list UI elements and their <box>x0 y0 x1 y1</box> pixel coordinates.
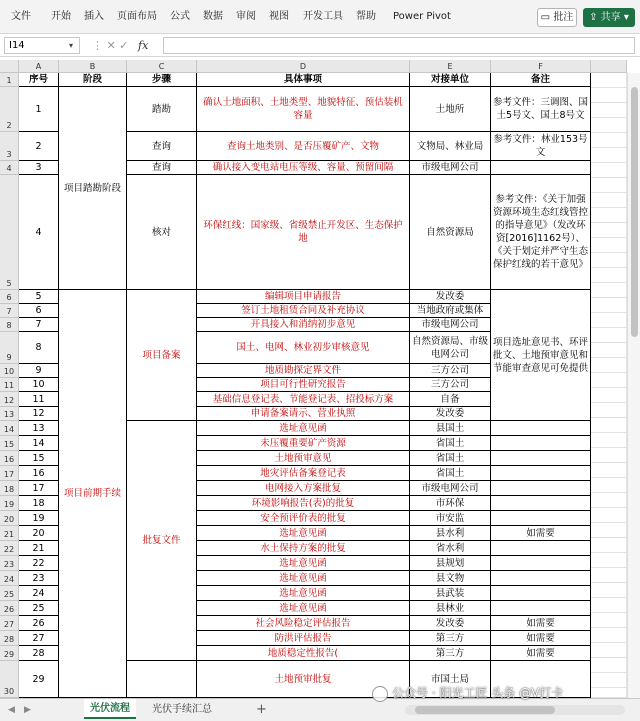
row-header[interactable]: 19 <box>0 496 19 511</box>
row-header[interactable]: 9 <box>0 332 19 364</box>
filing-note-cell[interactable]: 项目选址意见书、环评批文、土地预审意见和节能审查意见可免提供 <box>491 290 591 421</box>
item-cell[interactable]: 土地预审意见 <box>197 451 410 466</box>
row-header[interactable]: 22 <box>0 541 19 556</box>
row-header[interactable]: 6 <box>0 290 19 304</box>
name-box[interactable]: I14 <box>4 37 80 54</box>
seq-cell[interactable]: 12 <box>19 407 59 421</box>
unit-cell[interactable]: 当地政府或集体 <box>410 304 491 318</box>
horizontal-scrollbar[interactable] <box>405 705 625 715</box>
row-header[interactable]: 10 <box>0 364 19 378</box>
unit-cell[interactable]: 省国土 <box>410 436 491 451</box>
item-cell[interactable]: 查询土地类别、是否压覆矿产、文物 <box>197 132 410 161</box>
check-icon[interactable]: ✓ <box>119 39 129 52</box>
seq-cell[interactable]: 14 <box>19 436 59 451</box>
comments-button[interactable]: ▭ 批注 <box>537 8 577 27</box>
unit-cell[interactable]: 县规划 <box>410 556 491 571</box>
note-cell[interactable]: 如需要 <box>491 646 591 661</box>
unit-cell[interactable]: 县林业 <box>410 601 491 616</box>
seq-cell[interactable]: 5 <box>19 290 59 304</box>
seq-cell[interactable]: 21 <box>19 541 59 556</box>
stage-survey-cell[interactable]: 项目踏勘阶段 <box>59 87 127 290</box>
note-cell[interactable] <box>491 481 591 496</box>
unit-cell[interactable]: 市安监 <box>410 511 491 526</box>
prev-sheet-icon[interactable]: ◀ <box>8 705 15 715</box>
row-header[interactable]: 7 <box>0 304 19 318</box>
column-header-e[interactable]: E <box>410 60 491 73</box>
item-cell[interactable]: 选址意见函 <box>197 526 410 541</box>
step-cell[interactable]: 查询 <box>127 132 197 161</box>
seq-cell[interactable]: 3 <box>19 161 59 175</box>
item-cell[interactable]: 未压覆重要矿产资源 <box>197 436 410 451</box>
share-icon: ⇪ <box>589 12 601 23</box>
unit-cell[interactable]: 县国土 <box>410 421 491 436</box>
item-cell[interactable]: 基础信息登记表、节能登记表、招投标方案 <box>197 392 410 407</box>
unit-cell[interactable]: 文物局、林业局 <box>410 132 491 161</box>
seq-cell[interactable]: 13 <box>19 421 59 436</box>
unit-cell[interactable]: 土地所 <box>410 87 491 132</box>
seq-cell[interactable]: 2 <box>19 132 59 161</box>
comment-icon: ▭ <box>540 12 554 23</box>
row-header[interactable]: 15 <box>0 436 19 451</box>
item-cell[interactable]: 水土保持方案的批复 <box>197 541 410 556</box>
step-cell[interactable]: 核对 <box>127 175 197 290</box>
row-header[interactable]: 2 <box>0 87 19 132</box>
unit-cell[interactable]: 县文物 <box>410 571 491 586</box>
watermark: 公众号 · 阳光工匠 头条 @V打卡 <box>372 682 628 704</box>
column-header-d[interactable]: D <box>197 60 410 73</box>
row-header[interactable]: 13 <box>0 407 19 421</box>
unit-cell[interactable]: 发改委 <box>410 616 491 631</box>
step-cell[interactable] <box>127 661 197 698</box>
tab-home[interactable]: 开始 <box>51 11 71 22</box>
item-cell[interactable]: 地灾评估备案登记表 <box>197 466 410 481</box>
unit-cell[interactable]: 县水利 <box>410 526 491 541</box>
unit-cell[interactable]: 市国土局 <box>410 661 491 698</box>
note-cell[interactable] <box>491 571 591 586</box>
unit-cell[interactable]: 县武装 <box>410 586 491 601</box>
unit-cell[interactable]: 第三方 <box>410 631 491 646</box>
note-cell[interactable] <box>491 161 591 175</box>
seq-cell[interactable]: 24 <box>19 586 59 601</box>
unit-cell[interactable]: 第三方 <box>410 646 491 661</box>
row-header[interactable]: 29 <box>0 646 19 661</box>
wechat-logo-icon <box>372 686 388 702</box>
unit-cell[interactable]: 自备 <box>410 392 491 407</box>
row-header[interactable]: 17 <box>0 466 19 481</box>
select-all-corner[interactable] <box>0 60 19 73</box>
seq-cell[interactable]: 18 <box>19 496 59 511</box>
row-header[interactable]: 16 <box>0 451 19 466</box>
seq-cell[interactable]: 19 <box>19 511 59 526</box>
row-header[interactable]: 3 <box>0 132 19 161</box>
item-cell[interactable]: 项目可行性研究报告 <box>197 378 410 392</box>
chevron-down-icon: ▾ <box>620 12 629 23</box>
horizontal-scrollbar-thumb[interactable] <box>415 706 555 714</box>
note-cell[interactable] <box>491 556 591 571</box>
unit-cell[interactable]: 市级电网公司 <box>410 481 491 496</box>
item-cell[interactable]: 国土、电网、林业初步审核意见 <box>197 332 410 364</box>
unit-cell[interactable]: 省水利 <box>410 541 491 556</box>
row-header[interactable]: 20 <box>0 511 19 526</box>
row-header[interactable]: 24 <box>0 571 19 586</box>
header-seq[interactable]: 序号 <box>19 73 59 87</box>
seq-cell[interactable]: 1 <box>19 87 59 132</box>
tab-view[interactable]: 视图 <box>269 11 289 22</box>
item-cell[interactable]: 选址意见函 <box>197 421 410 436</box>
note-cell[interactable] <box>491 541 591 556</box>
seq-cell[interactable]: 7 <box>19 318 59 332</box>
tab-file[interactable]: 文件 <box>11 11 31 22</box>
seq-cell[interactable]: 20 <box>19 526 59 541</box>
ribbon-tab-bar <box>0 0 640 34</box>
seq-cell[interactable]: 28 <box>19 646 59 661</box>
note-cell[interactable] <box>491 436 591 451</box>
sheet-tab-active[interactable]: 光伏流程 <box>84 699 136 719</box>
unit-cell[interactable]: 市环保 <box>410 496 491 511</box>
row-header[interactable]: 5 <box>0 175 19 290</box>
item-cell[interactable]: 申请备案请示、营业执照 <box>197 407 410 421</box>
row-header[interactable]: 14 <box>0 421 19 436</box>
note-cell[interactable] <box>491 466 591 481</box>
note-cell[interactable]: 如需要 <box>491 616 591 631</box>
unit-cell[interactable]: 市级电网公司 <box>410 318 491 332</box>
cancel-icon[interactable]: ✕ <box>106 39 120 52</box>
note-cell[interactable]: 参考文件：《关于加强资源环境生态红线管控的指导意见》（发改环资[2016]1162号）、《关于划定并严守生态保护红线的若干意见》 <box>491 175 591 290</box>
note-cell[interactable]: 参考文件：三调图、国土5号文、国土8号文 <box>491 87 591 132</box>
tab-page-layout[interactable]: 页面布局 <box>117 11 157 22</box>
note-cell[interactable]: 如需要 <box>491 526 591 541</box>
item-cell[interactable]: 电网接入方案批复 <box>197 481 410 496</box>
column-header-f[interactable]: F <box>491 60 591 73</box>
next-sheet-icon[interactable]: ▶ <box>24 705 31 715</box>
seq-cell[interactable]: 22 <box>19 556 59 571</box>
item-cell[interactable]: 环境影响报告(表)的批复 <box>197 496 410 511</box>
empty-column-g[interactable] <box>591 73 627 698</box>
seq-cell[interactable]: 6 <box>19 304 59 318</box>
row-header[interactable]: 23 <box>0 556 19 571</box>
column-header-a[interactable]: A <box>19 60 59 73</box>
header-stage[interactable]: 阶段 <box>59 73 127 87</box>
item-cell[interactable]: 开具接入和消纳初步意见 <box>197 318 410 332</box>
item-cell[interactable]: 选址意见函 <box>197 556 410 571</box>
sheet-tab[interactable]: 光伏手续汇总 <box>152 704 212 715</box>
row-header[interactable]: 26 <box>0 601 19 616</box>
row-header[interactable]: 25 <box>0 586 19 601</box>
item-cell[interactable]: 土地预审批复 <box>197 661 410 698</box>
row-header[interactable]: 11 <box>0 378 19 392</box>
seq-cell[interactable]: 17 <box>19 481 59 496</box>
note-cell[interactable] <box>491 496 591 511</box>
share-button[interactable]: ⇪ 共享 ▾ <box>583 8 635 27</box>
more-icon[interactable]: ⋮ <box>92 39 107 52</box>
add-sheet-button[interactable]: + <box>256 702 267 717</box>
note-cell[interactable] <box>491 601 591 616</box>
row-header[interactable]: 1 <box>0 73 19 87</box>
header-unit[interactable]: 对接单位 <box>410 73 491 87</box>
unit-cell[interactable]: 自然资源局、市级电网公司 <box>410 332 491 364</box>
item-cell[interactable]: 签订土地租赁合同及补充协议 <box>197 304 410 318</box>
tab-developer[interactable]: 开发工具 <box>303 11 343 22</box>
note-cell[interactable]: 如需要 <box>491 631 591 646</box>
item-cell[interactable]: 防洪评估报告 <box>197 631 410 646</box>
item-cell[interactable]: 安全预评价表的批复 <box>197 511 410 526</box>
unit-cell[interactable]: 省国土 <box>410 451 491 466</box>
note-cell[interactable] <box>491 421 591 436</box>
tab-review[interactable]: 审阅 <box>236 11 256 22</box>
item-cell[interactable]: 确认土地面积、土地类型、地貌特征、预估装机容量 <box>197 87 410 132</box>
tab-insert[interactable]: 插入 <box>84 11 104 22</box>
item-cell[interactable]: 确认接入变电站电压等级、容量、预留间隔 <box>197 161 410 175</box>
item-cell[interactable]: 选址意见函 <box>197 601 410 616</box>
header-note[interactable]: 备注 <box>491 73 591 87</box>
unit-cell[interactable]: 自然资源局 <box>410 175 491 290</box>
step-filing-cell[interactable]: 项目备案 <box>127 290 197 421</box>
row-header[interactable]: 27 <box>0 616 19 631</box>
column-header-c[interactable]: C <box>127 60 197 73</box>
seq-cell[interactable]: 9 <box>19 364 59 378</box>
seq-cell[interactable]: 16 <box>19 466 59 481</box>
step-approval-cell[interactable]: 批复文件 <box>127 421 197 661</box>
seq-cell[interactable]: 8 <box>19 332 59 364</box>
unit-cell[interactable]: 市级电网公司 <box>410 161 491 175</box>
tab-help[interactable]: 帮助 <box>356 11 376 22</box>
unit-cell[interactable]: 省国土 <box>410 466 491 481</box>
row-header[interactable]: 18 <box>0 481 19 496</box>
formula-bar <box>0 34 640 57</box>
step-cell[interactable]: 踏勘 <box>127 87 197 132</box>
header-item[interactable]: 具体事项 <box>197 73 410 87</box>
seq-cell[interactable]: 11 <box>19 392 59 407</box>
seq-cell[interactable]: 23 <box>19 571 59 586</box>
unit-cell[interactable]: 发改委 <box>410 290 491 304</box>
seq-cell[interactable]: 26 <box>19 616 59 631</box>
insert-function-icon[interactable]: fx <box>138 39 149 52</box>
unit-cell[interactable]: 发改委 <box>410 407 491 421</box>
stage-pre-procedures-cell[interactable]: 项目前期手续 <box>59 290 127 698</box>
header-step[interactable]: 步骤 <box>127 73 197 87</box>
note-cell[interactable] <box>491 586 591 601</box>
unit-cell[interactable]: 三方公司 <box>410 364 491 378</box>
row-header[interactable]: 30 <box>0 661 19 698</box>
row-header[interactable]: 28 <box>0 631 19 646</box>
seq-cell[interactable]: 27 <box>19 631 59 646</box>
formula-input[interactable] <box>163 37 635 54</box>
row-header[interactable]: 8 <box>0 318 19 332</box>
seq-cell[interactable]: 4 <box>19 175 59 290</box>
item-cell[interactable]: 选址意见函 <box>197 571 410 586</box>
item-cell[interactable]: 地质勘探定界文件 <box>197 364 410 378</box>
note-cell[interactable]: 参考文件：林业153号文 <box>491 132 591 161</box>
item-cell[interactable]: 地质稳定性报告( <box>197 646 410 661</box>
seq-cell[interactable]: 10 <box>19 378 59 392</box>
row-header[interactable]: 12 <box>0 392 19 407</box>
tab-power-pivot[interactable]: Power Pivot <box>393 11 451 22</box>
row-header[interactable]: 4 <box>0 161 19 175</box>
vertical-scrollbar[interactable] <box>627 73 640 698</box>
step-cell[interactable]: 查询 <box>127 161 197 175</box>
column-header-b[interactable]: B <box>59 60 127 73</box>
item-cell[interactable]: 选址意见函 <box>197 586 410 601</box>
tab-formulas[interactable]: 公式 <box>170 11 190 22</box>
row-header[interactable]: 21 <box>0 526 19 541</box>
vertical-scrollbar-thumb[interactable] <box>631 87 638 337</box>
unit-cell[interactable]: 三方公司 <box>410 378 491 392</box>
item-cell[interactable]: 编辑项目申请报告 <box>197 290 410 304</box>
item-cell[interactable]: 环保红线：国家级、省级禁止开发区、生态保护地 <box>197 175 410 290</box>
seq-cell[interactable]: 29 <box>19 661 59 698</box>
chevron-down-icon[interactable]: ▾ <box>69 41 74 50</box>
tab-data[interactable]: 数据 <box>203 11 223 22</box>
note-cell[interactable] <box>491 511 591 526</box>
seq-cell[interactable]: 25 <box>19 601 59 616</box>
seq-cell[interactable]: 15 <box>19 451 59 466</box>
item-cell[interactable]: 社会风险稳定评估报告 <box>197 616 410 631</box>
note-cell[interactable] <box>491 451 591 466</box>
column-header-g[interactable] <box>591 60 627 73</box>
